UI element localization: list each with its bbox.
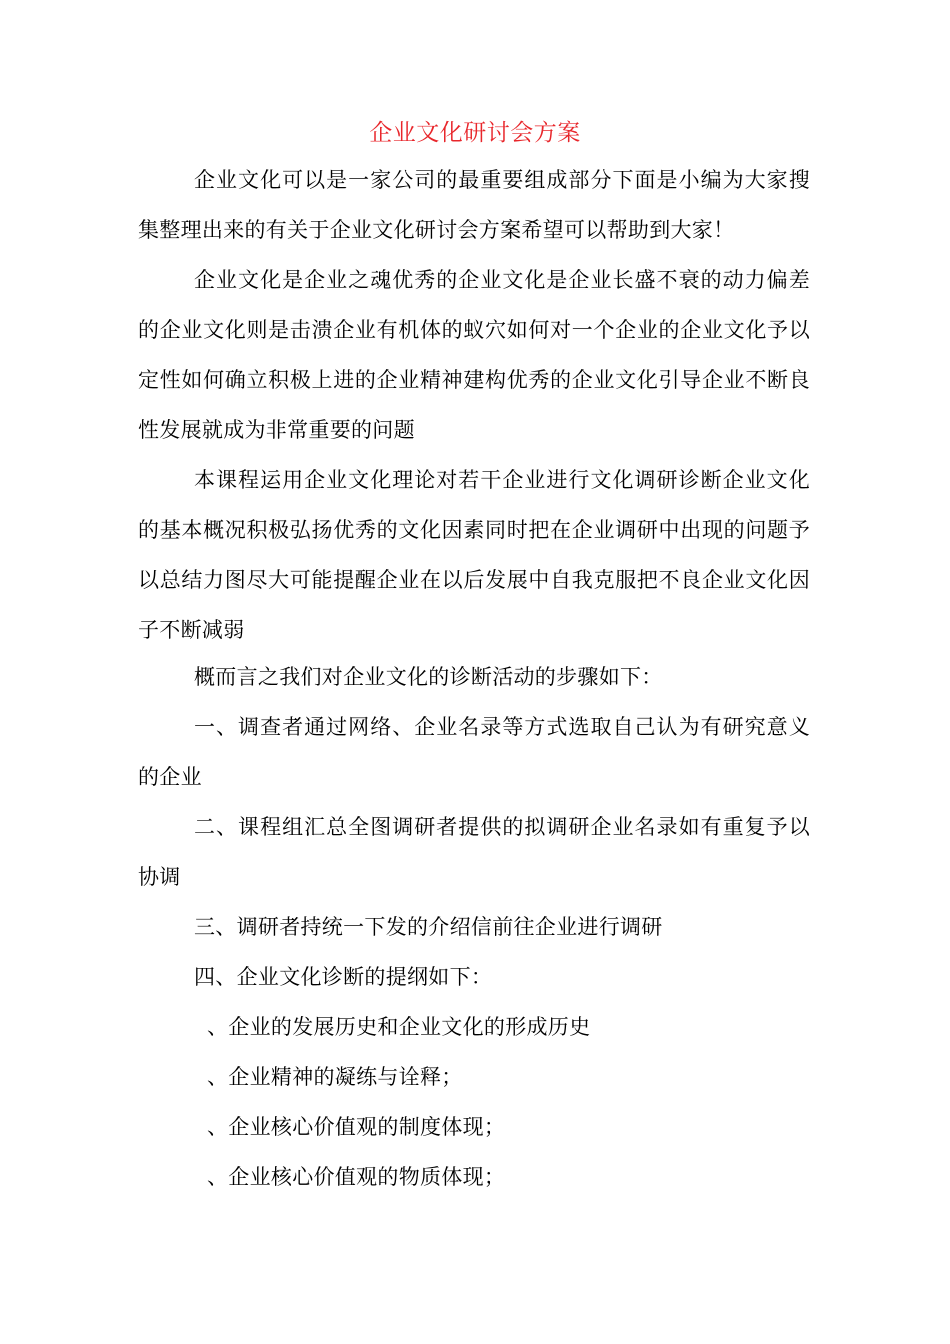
paragraph-course: 本课程运用企业文化理论对若干企业进行文化调研诊断企业文化的基本概况积极弘扬优秀的文化因素同时把在企业调研中出现的问题予以总结力图尽大可能提醒企业在以后发展中自我克服把不良企业文化因子不断减弱 xyxy=(138,468,810,642)
paragraph-culture-soul: 企业文化是企业之魂优秀的企业文化是企业长盛不衰的动力偏差的企业文化则是击溃企业有机体的蚁穴如何对一个企业的企业文化予以定性如何确立积极上进的企业精神建构优秀的企业文化引导企业不断良性发展就成为非常重要的问题 xyxy=(138,268,810,442)
outline-item: 、企业精神的凝练与诠释； xyxy=(207,1065,463,1089)
outline-item: 、企业核心价值观的制度体现； xyxy=(207,1115,506,1139)
paragraph-step-four: 四、企业文化诊断的提纲如下： xyxy=(194,965,493,989)
paragraph-step-two: 二、课程组汇总全图调研者提供的拟调研企业名录如有重复予以协调 xyxy=(138,815,810,889)
outline-item: 、企业核心价值观的物质体现； xyxy=(207,1165,506,1189)
paragraph-step-one: 一、调查者通过网络、企业名录等方式选取自己认为有研究意义的企业 xyxy=(138,715,810,789)
paragraph-step-three: 三、调研者持统一下发的介绍信前往企业进行调研 xyxy=(194,915,663,939)
paragraph-intro: 企业文化可以是一家公司的最重要组成部分下面是小编为大家搜集整理出来的有关于企业文化研讨会方案希望可以帮助到大家！ xyxy=(138,168,810,242)
outline-item: 、企业的发展历史和企业文化的形成历史 xyxy=(207,1015,591,1039)
paragraph-steps-intro: 概而言之我们对企业文化的诊断活动的步骤如下： xyxy=(194,665,663,689)
document-title: 企业文化研讨会方案 xyxy=(369,120,581,146)
